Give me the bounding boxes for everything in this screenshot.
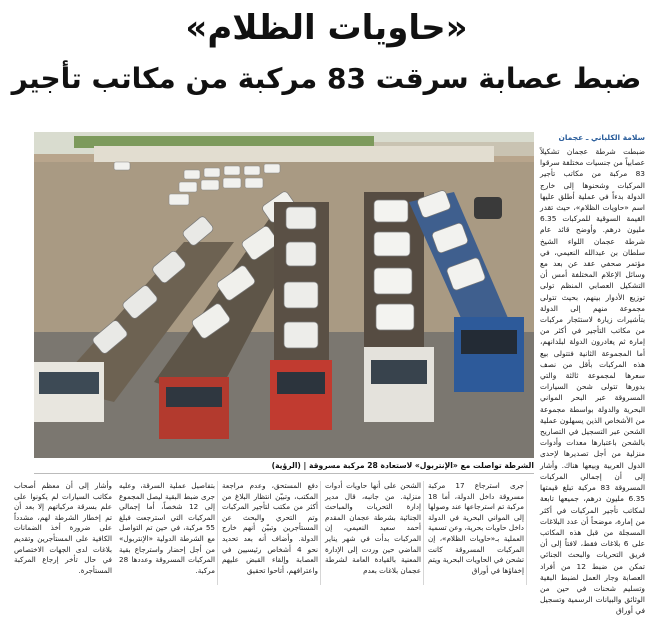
side-column-text: ضبطت شرطة عجمان تشكيلاً عصابياً من جنسيات مختلفة سرقوا 83 مركبة من مكاتب تأجير المركبات وشحنوها إلى خارج الدولة بدءاً في عملية أطلق عليها اسم «حاويات الظلام»، حيث تقدر القيمة السوقية للمركبات 6.35 مليون درهم. وأوضح قائد عام شرطة عجمان اللواء الشيخ سلطان بن عبدالله النعيمي، في مؤتمر صحفي عقد عن بعد مع وسائل الإعلام المختلفة أمس أن التشكيل العصابي المنظم تولى توزيع الأدوار بينهم، بحيث تتولى مجموعة منهم إلى الدولة بتأشيرات زيارة لاستئجار مركبات من مكاتب التأجير في أكثر من إمارة ثم يغادرون الدولة لبلدانهم، أما المجموعة الثانية فتتولى بيع هذه المركبات بأقل من نصف سعرها لمجموعة ثالثة والتي بدورها تتولى شحن السيارات المسروقة عبر البحر المواني البحرية والدولة بواسطة مجموعة من الأشخاص الذين يسهلون عملية الشحن عبر التسجيل في التصاريح بالشحن باعتبارها معدات وأدوات منزلية من أجل تصديرها لإحدى الدول العربية وبيعها هناك. وأشار إلى أن إجمالي المركبات المسروقة 83 مركبة تبلغ قيمتها 6.35 مليون درهم، جميعها تابعة لمكاتب تأجير المركبات في أكثر من إمارة، موضحاً أن عدد البلاغات المسجلة من قبل هذه المكاتب على 6 بلاغات فقط، لافتاً إلى أن فريق التحريات والبحث الجنائي تمكن من ضبط 12 من أفراد العصابة وجار العمل لضبط البقية وتسليم شحنات في حين من الوثائق والبيانات الرسمية وتسجيل في أوراق: [540, 147, 645, 616]
body-column-1: جرى استرجاع 17 مركبة مسروقة داخل الدولة، أما 18 مركبة تم استرجاعها عند وصولها إلى المواني البحرية في الدولة داخل حاويات بحرية، وعن تسمية العملية بـ«حاويات الظلام»، إن المركبات المسروقة كانت تشحن في الحاويات البحرية ويتم إخفاؤها في أوراق: [428, 481, 524, 575]
photo-caption: الشرطة تواصلت مع «الإنتربول» لاستعادة 28 مركبة مسروقة | (الرؤية): [34, 461, 534, 474]
byline: سلامة الكلباني ـ عجمان: [558, 133, 645, 142]
headline-line-1: «حاويات الظلام»: [185, 8, 468, 48]
body-column-3: دفع المستحق، وعدم مراجعة المكتب، وتبيّن انتظار البلاغ من أكثر من مكتب لتأجير المركبات وتم التحري والبحث عن المستأجرين وتبيّن أنهم خارج الدولة. وأضاف أنه بعد تحديد نحو 4 أشخاص رئيسيين في العصابة وإلقاء القبض عليهم واعترافهم، أتاحوا تحقيق: [222, 481, 319, 575]
body-column-2: الشحن على أنها حاويات أدوات منزلية. من جانبه، قال مدير إدارة التحريات والمباحث الجنائية بشرطة عجمان المقدم أحمد سعيد النعيمي، إن المركبات بدأت في شهر يناير الماضي حين وردت إلى الإدارة المعنية بالقيادة العامة لشرطة عجمان بلاغات بعدم: [325, 481, 421, 575]
column-divider: [526, 481, 527, 585]
headline-line-2: ضبط عصابة سرقت 83 مركبة من مكاتب تأجير: [11, 62, 642, 95]
body-column-5: وأشار إلى أن معظم أصحاب مكاتب السيارات لم يكونوا على علم بسرقة مركباتهم إلا بعد أن تم إخطار الشرطة لهم، مشدداً على ضرورة أخذ الضمانات الكافية على المستأجرين وتقديم بلاغات لدى الجهات الاختصاص في حال تأخر إرجاع المركبة المستأجرة.: [14, 481, 112, 575]
headline: [0, 4, 653, 100]
body-column-4: بتفاصيل عملية السرقة، وعليه جرى ضبط البقية ليصل المجموع إلى 12 شخصاً، أما إجمالي المركبات التي استرجعت فبلغ 55 مركبة، في حين تم التواصل مع الشرطة الدولية «الإنتربول» من أجل إحضار واسترجاع بقية المركبات المسروقة وعددها 28 مركبة.: [119, 481, 215, 575]
column-divider: [217, 481, 218, 585]
column-divider: [423, 481, 424, 585]
article-photo: [34, 132, 534, 458]
column-divider: [320, 481, 321, 585]
